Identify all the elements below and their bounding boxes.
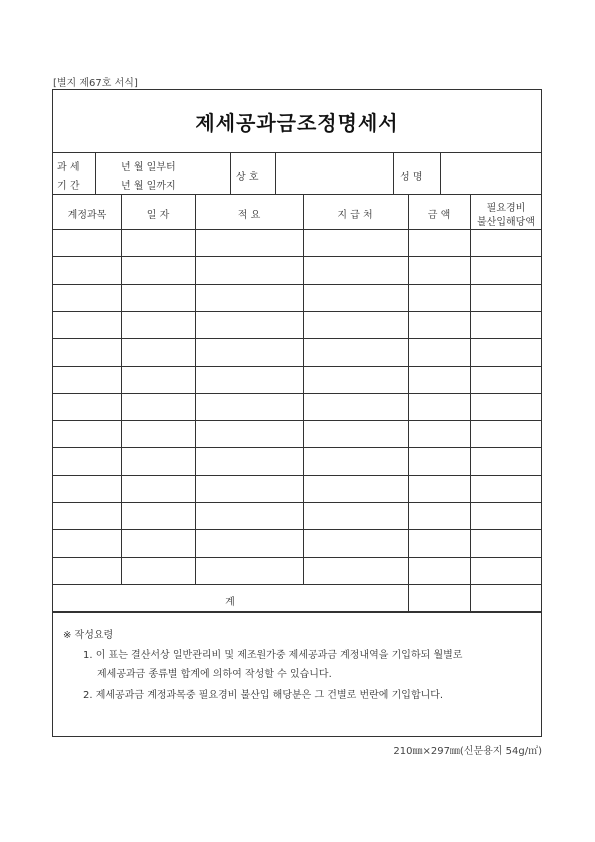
header-vline-5 <box>440 152 441 194</box>
col-header-nondeductible-line2: 불산입해당액 <box>477 217 535 228</box>
table-row-divider <box>53 420 541 421</box>
header-vline-2 <box>230 152 231 194</box>
column-header-divider <box>53 229 541 230</box>
table-row-divider <box>53 529 541 530</box>
col-header-description: 적 요 <box>237 210 261 221</box>
period-from: 년 월 일부터 <box>121 162 176 173</box>
title-divider <box>53 152 541 153</box>
header-divider <box>53 194 541 195</box>
table-row-divider <box>53 502 541 503</box>
table-row-divider <box>53 393 541 394</box>
period-label-2: 기 간 <box>57 181 80 192</box>
col-vline-4 <box>408 194 409 612</box>
table-row-divider <box>53 338 541 339</box>
col-header-amount: 금 액 <box>427 210 451 221</box>
header-vline-1 <box>95 152 96 194</box>
table-row-divider <box>53 557 541 558</box>
period-label-1: 과 세 <box>57 162 80 173</box>
form-title: 제세공과금조정명세서 <box>195 110 399 135</box>
table-row-divider <box>53 284 541 285</box>
table-row-divider <box>53 475 541 476</box>
total-label: 계 <box>225 597 235 608</box>
table-row-divider <box>53 311 541 312</box>
header-vline-4 <box>393 152 394 194</box>
instructions-heading: ※ 작성요령 <box>63 630 114 641</box>
form-number-label: [별지 제67호 서식] <box>53 78 138 89</box>
col-header-payee: 지 급 처 <box>337 210 373 221</box>
header-vline-3 <box>275 152 276 194</box>
col-vline-5 <box>470 194 471 612</box>
instruction-1-line-1: 1. 이 표는 결산서상 일반관리비 및 제조원가중 제세공과금 계정내역을 기입하되 월별로 <box>83 650 463 661</box>
period-to: 년 월 일까지 <box>121 181 176 192</box>
table-row-divider <box>53 256 541 257</box>
total-row-bottom <box>53 612 541 613</box>
form-frame <box>52 89 542 737</box>
table-row-divider <box>53 584 541 585</box>
instruction-2: 2. 제세공과금 계정과목중 필요경비 불산입 해당분은 그 건별로 번란에 기입합니다. <box>83 690 444 701</box>
col-vline-1 <box>121 194 122 585</box>
col-header-account: 계정과목 <box>67 210 107 221</box>
col-header-date: 일 자 <box>146 210 170 221</box>
company-label: 상 호 <box>236 172 259 183</box>
col-vline-2 <box>195 194 196 585</box>
table-row-divider <box>53 447 541 448</box>
col-header-nondeductible-line1: 필요경비 <box>486 203 526 214</box>
name-label: 성 명 <box>400 172 423 183</box>
table-row-divider <box>53 366 541 367</box>
col-vline-3 <box>303 194 304 585</box>
instruction-1-line-2: 제세공과금 종류별 합계에 의하여 작성할 수 있습니다. <box>97 669 332 680</box>
paper-size-note: 210㎜×297㎜(신문용지 54g/㎡) <box>393 746 542 757</box>
